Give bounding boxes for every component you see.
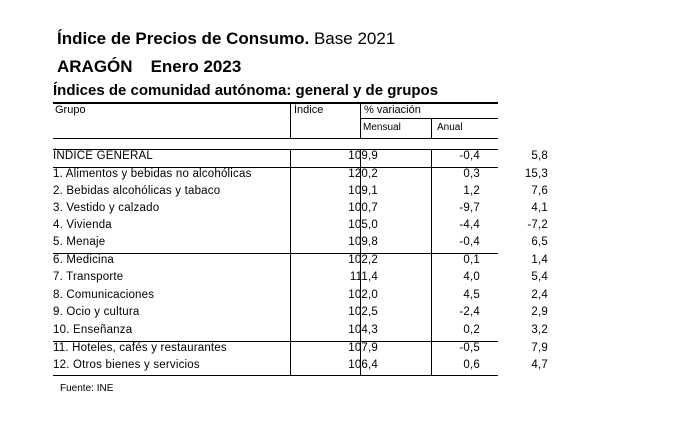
row-mensual: -0,4 xyxy=(459,150,480,162)
row-mensual: -9,7 xyxy=(459,202,480,214)
row-indice: 102,5 xyxy=(348,306,378,318)
row-mensual: 0,3 xyxy=(463,168,480,180)
row-indice: 109,9 xyxy=(348,150,378,162)
row-anual: 2,4 xyxy=(531,289,548,301)
row-mensual: -0,4 xyxy=(459,236,480,248)
table-row xyxy=(53,150,548,167)
row-anual: 5,4 xyxy=(531,271,548,283)
page-title xyxy=(57,29,395,49)
row-indice: 102,0 xyxy=(348,289,378,301)
page-title-main: Índice de Precios de Consumo. xyxy=(57,29,310,48)
row-indice: 107,9 xyxy=(348,342,378,354)
row-anual: 2,9 xyxy=(531,306,548,318)
row-indice: 109,8 xyxy=(348,236,378,248)
row-mensual: 0,2 xyxy=(463,324,480,336)
table-row xyxy=(53,185,548,202)
row-anual: 6,5 xyxy=(531,236,548,248)
row-mensual: -4,4 xyxy=(459,219,480,231)
row-anual: 3,2 xyxy=(531,324,548,336)
header-bottom-rule xyxy=(53,138,498,139)
variacion-underline xyxy=(361,118,498,119)
row-name: 5. Menaje xyxy=(53,236,106,248)
row-indice: 120,2 xyxy=(348,168,378,180)
table-top-rule xyxy=(53,102,498,104)
row-anual: 1,4 xyxy=(531,254,548,266)
table-row xyxy=(53,254,548,271)
row-name: 7. Transporte xyxy=(53,271,124,283)
row-mensual: 1,2 xyxy=(463,185,480,197)
header-divider-indice xyxy=(290,103,291,138)
col-header-variacion: % variación xyxy=(364,104,421,116)
row-name: 11. Hoteles, cafés y restaurantes xyxy=(53,342,227,354)
table-row xyxy=(53,168,548,185)
table-row xyxy=(53,324,548,341)
table-row xyxy=(53,219,548,236)
row-indice: 105,0 xyxy=(348,219,378,231)
row-name: 12. Otros bienes y servicios xyxy=(53,359,200,371)
row-name: 8. Comunicaciones xyxy=(53,289,155,301)
col-header-grupo: Grupo xyxy=(55,104,86,116)
table-row xyxy=(53,306,548,323)
row-name: 4. Vivienda xyxy=(53,219,112,231)
row-name: 6. Medicina xyxy=(53,254,115,266)
row-anual: 15,3 xyxy=(524,168,548,180)
row-name: 3. Vestido y calzado xyxy=(53,202,160,214)
period-label: Enero 2023 xyxy=(150,57,242,76)
row-name: 10. Enseñanza xyxy=(53,324,133,336)
row-mensual: 0,1 xyxy=(463,254,480,266)
table-title: Índices de comunidad autónoma: general y de grupos xyxy=(53,82,439,99)
table-row xyxy=(53,271,548,288)
row-mensual: -0,5 xyxy=(459,342,480,354)
row-anual: 4,1 xyxy=(531,202,548,214)
row-indice: 100,7 xyxy=(348,202,378,214)
row-indice: 106,4 xyxy=(348,359,378,371)
row-anual: 5,8 xyxy=(531,150,548,162)
row-name: ÍNDICE GENERAL xyxy=(53,150,153,162)
page-subtitle xyxy=(57,57,241,77)
table-row xyxy=(53,342,548,359)
row-mensual: -2,4 xyxy=(459,306,480,318)
row-name: 9. Ocio y cultura xyxy=(53,306,140,318)
row-anual: -7,2 xyxy=(527,219,548,231)
row-indice: 104,3 xyxy=(348,324,378,336)
table-row xyxy=(53,202,548,219)
source-note: Fuente: INE xyxy=(60,383,114,394)
row-anual: 4,7 xyxy=(531,359,548,371)
row-indice: 102,2 xyxy=(348,254,378,266)
header-divider-anual xyxy=(431,119,432,138)
row-name: 2. Bebidas alcohólicas y tabaco xyxy=(53,185,221,197)
row-anual: 7,6 xyxy=(531,185,548,197)
row-anual: 7,9 xyxy=(531,342,548,354)
table-row xyxy=(53,359,548,376)
row-name: 1. Alimentos y bebidas no alcohólicas xyxy=(53,168,252,180)
row-indice: 111,4 xyxy=(349,271,378,283)
col-header-indice: Índice xyxy=(294,104,324,116)
header-divider-variacion xyxy=(360,103,361,138)
col-header-anual: Anual xyxy=(437,122,463,133)
row-indice: 109,1 xyxy=(348,185,378,197)
page-title-base: Base 2021 xyxy=(313,29,396,48)
cropped-text-fragment xyxy=(64,0,104,2)
row-mensual: 4,5 xyxy=(463,289,480,301)
table-row xyxy=(53,289,548,306)
region-label: ARAGÓN xyxy=(57,57,133,76)
row-mensual: 0,6 xyxy=(463,359,480,371)
table-row xyxy=(53,236,548,253)
row-mensual: 4,0 xyxy=(463,271,480,283)
col-header-mensual: Mensual xyxy=(363,122,401,133)
